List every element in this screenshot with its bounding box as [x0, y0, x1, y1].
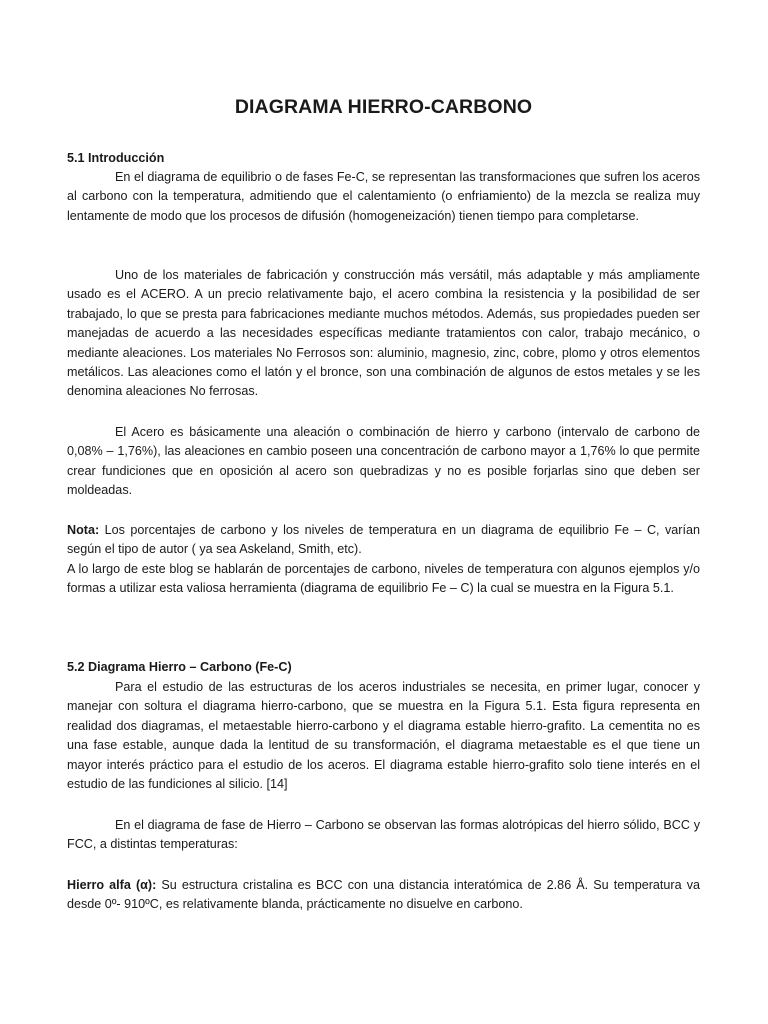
hierro-alfa-text: Su estructura cristalina es BCC con una distancia interatómica de 2.86 Å. Su temperatura va desde 0º- 910ºC, es relativamente blanda, prácticamente no disuelve en carbono.: [67, 878, 700, 912]
nota-label: Nota:: [67, 523, 100, 537]
paragraph-formas-alotropicas: En el diagrama de fase de Hierro – Carbono se observan las formas alotrópicas del hierro sólido, BCC y FCC, a distintas temperaturas:: [67, 818, 700, 852]
paragraph-intro-equilibrio: En el diagrama de equilibrio o de fases Fe-C, se representan las transformaciones que sufren los aceros al carbono con la temperatura, admitiendo que el calentamiento (o enfriamiento) de la mezcla se realiza muy lentamente de modo que los procesos de difusión (homogeneización) tienen tiempo para completarse.: [67, 170, 700, 223]
document-title: DIAGRAMA HIERRO-CARBONO: [234, 96, 533, 118]
paragraph-acero-aleacion: El Acero es básicamente una aleación o combinación de hierro y carbono (intervalo de carbono de 0,08% – 1,76%), las aleaciones en cambio poseen una concentración de carbono mayor a 1,76% lo que permite crear fundiciones que en oposición al acero son quebradizas y no es posible forjarlas sino que deben ser moldeadas.: [67, 425, 700, 498]
paragraph-hierro-alfa: [67, 876, 700, 915]
paragraph-estructuras-aceros: Para el estudio de las estructuras de los aceros industriales se necesita, en primer lugar, conocer y manejar con soltura el diagrama hierro-carbono, que se muestra en la Figura 5.1. Esta figura representa en realidad dos diagramas, el metaestable hierro-carbono y el diagrama estable hierro-grafito. La cementita no es una fase estable, aunque dada la lentitud de su transformación, el diagrama metaestable es el que tiene un mayor interés práctico para el estudio de los aceros. El diagrama estable hierro-grafito solo tiene interés en el estudio de las fundiciones al silicio. [14]: [67, 680, 700, 792]
section-heading-introduccion: 5.1 Introducción: [67, 151, 165, 165]
nota-text: Los porcentajes de carbono y los niveles de temperatura en un diagrama de equilibrio Fe – C, varían según el tipo de autor ( ya sea Askeland, Smith, etc).: [67, 523, 700, 557]
section-heading-diagrama: 5.2 Diagrama Hierro – Carbono (Fe-C): [67, 660, 292, 674]
paragraph-acero-materiales: Uno de los materiales de fabricación y construcción más versátil, más adaptable y más ampliamente usado es el ACERO. A un precio relativamente bajo, el acero combina la resistencia y la posibilidad de ser trabajado, lo que se presta para fabricaciones mediante muchos métodos. Además, sus propiedades pueden ser manejadas de acuerdo a las necesidades específicas mediante tratamientos con calor, trabajo mecánico, o mediante aleaciones. Los materiales No Ferrosos son: aluminio, magnesio, zinc, cobre, plomo y otros elementos metálicos. Las aleaciones como el latón y el bronce, son una combinación de algunos de estos metales y se les denomina aleaciones No ferrosas.: [67, 268, 700, 399]
hierro-alfa-label: Hierro alfa (α):: [67, 878, 157, 892]
paragraph-nota: [67, 521, 700, 560]
paragraph-blog: A lo largo de este blog se hablarán de porcentajes de carbono, niveles de temperatura con algunos ejemplos y/o formas a utilizar esta valiosa herramienta (diagrama de equilibrio Fe – C) la cual se muestra en la Figura 5.1.: [67, 562, 700, 596]
